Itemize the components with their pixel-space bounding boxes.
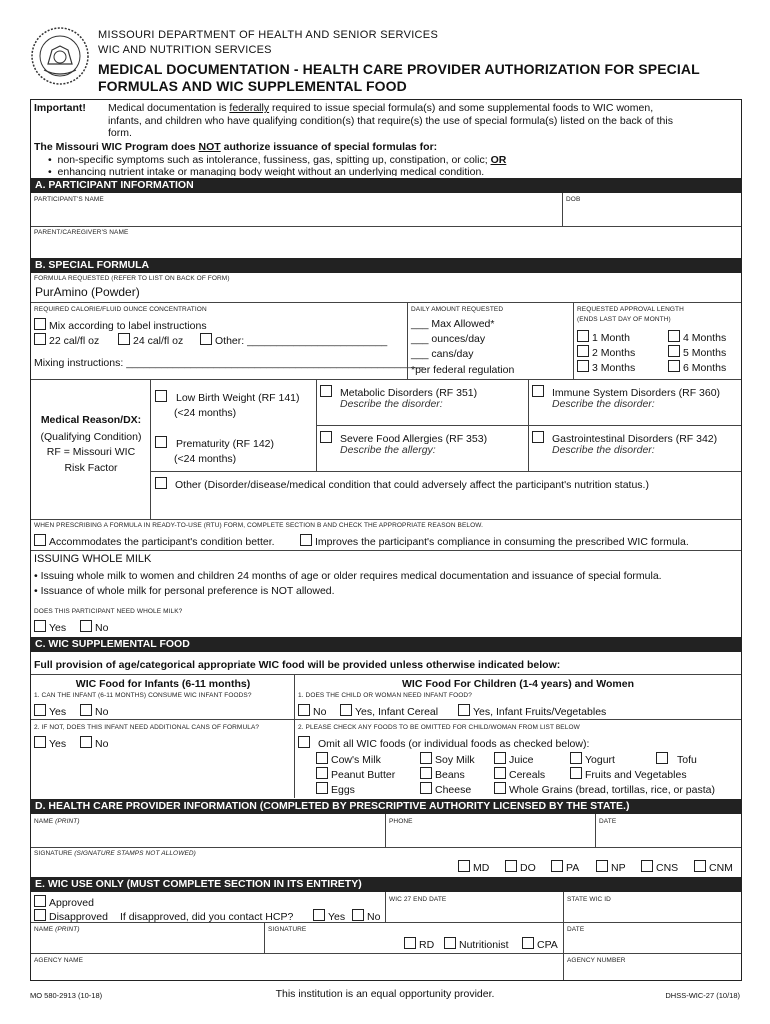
program-statement: The Missouri WIC Program does NOT authorize issuance of special formulas for: xyxy=(34,141,438,153)
infant-q2-no-checkbox[interactable] xyxy=(80,736,92,748)
credential-cns[interactable]: CNS xyxy=(641,860,678,875)
section-c-header: C. WIC SUPPLEMENTAL FOOD xyxy=(31,637,741,652)
children-food-heading: WIC Food For Children (1-4 years) and Women xyxy=(402,678,634,690)
infant-question-1: 1. CAN THE INFANT (6-11 MONTHS) CONSUME WIC INFANT FOODS? xyxy=(34,692,252,699)
juice-checkbox[interactable] xyxy=(494,752,506,764)
mix-label-checkbox[interactable] xyxy=(34,318,46,330)
cal-22-option[interactable]: 22 cal/fl oz xyxy=(34,333,99,348)
infant-q1-no[interactable]: No xyxy=(80,704,108,719)
cal-22-checkbox[interactable] xyxy=(34,333,46,345)
other-reason-checkbox[interactable] xyxy=(155,477,167,489)
equal-opportunity-statement: This institution is an equal opportunity provider. xyxy=(275,988,495,1000)
whole-milk-no-checkbox[interactable] xyxy=(80,620,92,632)
section-d-header: D. HEALTH CARE PROVIDER INFORMATION (COMPLETED BY PRESCRIPTIVE AUTHORITY LICENSED BY THE STATE.) xyxy=(31,799,741,814)
participant-name-field[interactable] xyxy=(32,204,560,224)
reason-low-birth-weight[interactable]: Low Birth Weight (RF 141) xyxy=(155,390,300,405)
whole-milk-no[interactable]: No xyxy=(80,620,108,635)
whole-milk-rule-1: • Issuing whole milk to women and children 24 months of age or older requires medical documentation and issuance of special formula. xyxy=(34,570,662,582)
cows-milk-checkbox[interactable] xyxy=(316,752,328,764)
other-concentration-checkbox[interactable] xyxy=(200,333,212,345)
metabolic-checkbox[interactable] xyxy=(320,385,332,397)
yogurt-checkbox[interactable] xyxy=(570,752,582,764)
metabolic-describe[interactable]: Describe the disorder: xyxy=(340,398,443,410)
rtu-accommodates[interactable]: Accommodates the participant's condition better. xyxy=(34,534,275,549)
reason-prematurity[interactable]: Prematurity (RF 142) xyxy=(155,436,274,451)
important-text: Medical documentation is federally required to issue special formula(s) and some supplemental foods to WIC women, infants, and children who have qualifying condition(s) that require(s) the use of special formula(s) listed on the back of this form. xyxy=(108,102,673,139)
state-wic-id-label: STATE WIC ID xyxy=(567,896,611,903)
credential-np[interactable]: NP xyxy=(596,860,626,875)
formula-requested-value[interactable]: PurAmino (Powder) xyxy=(35,285,140,299)
gastrointestinal-checkbox[interactable] xyxy=(532,431,544,443)
whole-milk-yes[interactable]: Yes xyxy=(34,620,66,635)
max-allowed-field[interactable]: ___ Max Allowed* xyxy=(411,318,495,330)
credential-md[interactable]: MD xyxy=(458,860,489,875)
omit-soy-milk[interactable]: Soy Milk xyxy=(420,752,475,767)
prematurity-checkbox[interactable] xyxy=(155,436,167,448)
dob-field[interactable] xyxy=(564,204,738,224)
credential-cnm[interactable]: CNM xyxy=(694,860,733,875)
rtu-accommodates-checkbox[interactable] xyxy=(34,534,46,546)
infant-q1-yes[interactable]: Yes xyxy=(34,704,66,719)
approval-1-month-checkbox[interactable] xyxy=(577,330,589,342)
wic-disapproved[interactable]: Disapproved If disapproved, did you contact HCP? xyxy=(34,909,293,924)
staff-nutritionist[interactable]: Nutritionist xyxy=(444,937,509,952)
prematurity-age: (<24 months) xyxy=(174,453,237,465)
hcp-yes-checkbox[interactable] xyxy=(313,909,325,921)
omit-eggs[interactable]: Eggs xyxy=(316,782,355,797)
approval-1-month[interactable]: 1 Month xyxy=(577,330,630,345)
cnm-checkbox[interactable] xyxy=(694,860,706,872)
wic-staff-name-label: NAME (PRINT) xyxy=(34,926,80,933)
wic-staff-name-field[interactable] xyxy=(32,934,262,952)
md-checkbox[interactable] xyxy=(458,860,470,872)
participant-name-label: PARTICIPANT'S NAME xyxy=(34,196,104,203)
reason-metabolic[interactable]: Metabolic Disorders (RF 351) xyxy=(320,385,477,400)
child-q1-no[interactable]: No xyxy=(298,704,326,719)
reason-immune[interactable]: Immune System Disorders (RF 360) xyxy=(532,385,720,400)
cereals-checkbox[interactable] xyxy=(494,767,506,779)
section-e-header: E. WIC USE ONLY (MUST COMPLETE SECTION IN ITS ENTIRETY) xyxy=(31,877,741,892)
cns-checkbox[interactable] xyxy=(641,860,653,872)
staff-cpa[interactable]: CPA xyxy=(522,937,558,952)
immune-checkbox[interactable] xyxy=(532,385,544,397)
credential-pa[interactable]: PA xyxy=(551,860,579,875)
approval-5-months-checkbox[interactable] xyxy=(668,345,680,357)
whole-grains-checkbox[interactable] xyxy=(494,782,506,794)
food-allergies-checkbox[interactable] xyxy=(320,431,332,443)
agency-number-field[interactable] xyxy=(565,965,738,979)
low-birth-weight-age: (<24 months) xyxy=(174,407,237,419)
disapproved-checkbox[interactable] xyxy=(34,909,46,921)
state-wic-id-field[interactable] xyxy=(565,904,738,921)
agency-name: MISSOURI DEPARTMENT OF HEALTH AND SENIOR SERVICES xyxy=(98,29,439,41)
child-q1-infant-cereal[interactable]: Yes, Infant Cereal xyxy=(340,704,438,719)
hcp-no-checkbox[interactable] xyxy=(352,909,364,921)
form-title: MEDICAL DOCUMENTATION - HEALTH CARE PROVIDER AUTHORIZATION FOR SPECIAL FORMULAS AND WIC SUPPLEMENTAL FOOD xyxy=(98,61,700,94)
np-checkbox[interactable] xyxy=(596,860,608,872)
provider-signature-field[interactable] xyxy=(32,858,452,876)
division-name: WIC AND NUTRITION SERVICES xyxy=(98,44,272,56)
approval-2-months-checkbox[interactable] xyxy=(577,345,589,357)
infant-q1-yes-checkbox[interactable] xyxy=(34,704,46,716)
mix-label-option[interactable]: Mix according to label instructions xyxy=(34,318,207,333)
infant-q1-no-checkbox[interactable] xyxy=(80,704,92,716)
approval-6-months-checkbox[interactable] xyxy=(668,360,680,372)
reason-gastrointestinal[interactable]: Gastrointestinal Disorders (RF 342) xyxy=(532,431,717,446)
wic-date-label: DATE xyxy=(567,926,585,933)
cpa-checkbox[interactable] xyxy=(522,937,534,949)
provider-name-label: NAME (PRINT) xyxy=(34,818,80,825)
approval-length-sublabel: (ENDS LAST DAY OF MONTH) xyxy=(577,316,671,323)
rtu-instruction: WHEN PRESCRIBING A FORMULA IN READY-TO-USE (RTU) FORM, COMPLETE SECTION B AND CHECK THE APPROPRIATE REASON BELOW. xyxy=(34,522,484,529)
immune-describe[interactable]: Describe the disorder: xyxy=(552,398,655,410)
provider-phone-field[interactable] xyxy=(387,826,593,846)
agency-name-label: AGENCY NAME xyxy=(34,957,84,964)
credential-do[interactable]: DO xyxy=(505,860,536,875)
omit-juice[interactable]: Juice xyxy=(494,752,534,767)
cal-24-checkbox[interactable] xyxy=(118,333,130,345)
wic27-end-date-label: WIC 27 END DATE xyxy=(389,896,447,903)
omit-whole-grains[interactable]: Whole Grains (bread, tortillas, rice, or pasta) xyxy=(494,782,715,797)
omit-cows-milk[interactable]: Cow's Milk xyxy=(316,752,381,767)
cal-24-option[interactable]: 24 cal/fl oz xyxy=(118,333,183,348)
reason-food-allergies[interactable]: Severe Food Allergies (RF 353) xyxy=(320,431,487,446)
omit-fruits-vegetables[interactable]: Fruits and Vegetables xyxy=(570,767,687,782)
approval-length-label: REQUESTED APPROVAL LENGTH xyxy=(577,306,684,313)
omit-tofu[interactable]: Tofu xyxy=(656,752,697,767)
wic-food-intro: Full provision of age/categorical appropriate WIC food will be provided unless otherwise indicated below: xyxy=(34,659,561,671)
cheese-checkbox[interactable] xyxy=(420,782,432,794)
provider-name-field[interactable] xyxy=(32,826,382,846)
beans-checkbox[interactable] xyxy=(420,767,432,779)
do-checkbox[interactable] xyxy=(505,860,517,872)
rtu-compliance-checkbox[interactable] xyxy=(300,534,312,546)
daily-amount-label: DAILY AMOUNT REQUESTED xyxy=(411,306,504,313)
other-concentration-option[interactable]: Other: ________________________ xyxy=(200,333,387,348)
medical-reason-heading: Medical Reason/DX: (Qualifying Condition) RF = Missouri WIC Risk Factor xyxy=(40,414,142,474)
child-q1-no-checkbox[interactable] xyxy=(298,704,310,716)
infant-q2-yes[interactable]: Yes xyxy=(34,736,66,751)
section-b-header: B. SPECIAL FORMULA xyxy=(31,258,741,273)
form-number-left: MO 580-2913 (10-18) xyxy=(30,991,103,1000)
rtu-compliance[interactable]: Improves the participant's compliance in consuming the prescribed WIC formula. xyxy=(300,534,689,549)
infant-fruits-checkbox[interactable] xyxy=(458,704,470,716)
wic-staff-signature-field[interactable] xyxy=(266,934,400,952)
provider-phone-label: PHONE xyxy=(389,818,413,825)
provider-date-field[interactable] xyxy=(597,826,738,846)
approval-4-months-checkbox[interactable] xyxy=(668,330,680,342)
agency-name-field[interactable] xyxy=(32,965,560,979)
approval-5-months[interactable]: 5 Months xyxy=(668,345,726,360)
provider-signature-label: SIGNATURE (SIGNATURE STAMPS NOT ALLOWED) xyxy=(34,850,196,857)
omit-cheese[interactable]: Cheese xyxy=(420,782,471,797)
dob-label: DOB xyxy=(566,196,581,203)
nutritionist-checkbox[interactable] xyxy=(444,937,456,949)
hcp-contacted-yes[interactable]: Yes xyxy=(313,909,345,924)
important-label: Important! xyxy=(34,102,86,114)
parent-caregiver-label: PARENT/CAREGIVER'S NAME xyxy=(34,229,129,236)
tofu-checkbox[interactable] xyxy=(656,752,668,764)
fruits-vegetables-checkbox[interactable] xyxy=(570,767,582,779)
child-q1-infant-fruits[interactable]: Yes, Infant Fruits/Vegetables xyxy=(458,704,606,719)
food-allergies-describe[interactable]: Describe the allergy: xyxy=(340,444,436,456)
parent-caregiver-field[interactable] xyxy=(32,237,738,257)
infants-food-heading: WIC Food for Infants (6-11 months) xyxy=(75,678,251,690)
infant-q2-yes-checkbox[interactable] xyxy=(34,736,46,748)
rd-checkbox[interactable] xyxy=(404,937,416,949)
omit-yogurt[interactable]: Yogurt xyxy=(570,752,615,767)
soy-milk-checkbox[interactable] xyxy=(420,752,432,764)
agency-number-label: AGENCY NUMBER xyxy=(567,957,626,964)
whole-milk-yes-checkbox[interactable] xyxy=(34,620,46,632)
approval-3-months[interactable]: 3 Months xyxy=(577,360,635,375)
ounces-per-day-field[interactable]: ___ ounces/day xyxy=(411,333,486,345)
cans-per-day-field[interactable]: ___ cans/day xyxy=(411,348,474,360)
approved-checkbox[interactable] xyxy=(34,895,46,907)
wic-approved[interactable]: Approved xyxy=(34,895,94,910)
approval-4-months[interactable]: 4 Months xyxy=(668,330,726,345)
peanut-butter-checkbox[interactable] xyxy=(316,767,328,779)
wic27-end-date-field[interactable] xyxy=(387,904,561,921)
infant-cereal-checkbox[interactable] xyxy=(340,704,352,716)
staff-rd[interactable]: RD xyxy=(404,937,434,952)
approval-2-months[interactable]: 2 Months xyxy=(577,345,635,360)
omit-all-checkbox[interactable] xyxy=(298,736,310,748)
omit-beans[interactable]: Beans xyxy=(420,767,465,782)
section-a-header: A. PARTICIPANT INFORMATION xyxy=(31,178,741,193)
bullet-nonspecific: • non-specific symptoms such as intolerance, fussiness, gas, spitting up, constipation, or colic; OR xyxy=(48,154,507,166)
wic-date-field[interactable] xyxy=(565,934,738,952)
low-birth-weight-checkbox[interactable] xyxy=(155,390,167,402)
missouri-seal-icon xyxy=(30,26,90,86)
wic-staff-signature-label: SIGNATURE xyxy=(268,926,307,933)
hcp-contacted-no[interactable]: No xyxy=(352,909,380,924)
whole-milk-question: DOES THIS PARTICIPANT NEED WHOLE MILK? xyxy=(34,608,183,615)
infant-question-2: 2. IF NOT, DOES THIS INFANT NEED ADDITIONAL CANS OF FORMULA? xyxy=(34,724,260,731)
reason-other[interactable]: Other (Disorder/disease/medical condition that could adversely affect the participant's nutrition status.) xyxy=(155,477,649,492)
whole-milk-heading: ISSUING WHOLE MILK xyxy=(34,553,152,565)
mixing-instructions-field[interactable]: Mixing instructions: ___________________________________________________ xyxy=(34,357,425,369)
calorie-concentration-label: REQUIRED CALORIE/FLUID OUNCE CONCENTRATION xyxy=(34,306,207,313)
omit-peanut-butter[interactable]: Peanut Butter xyxy=(316,767,395,782)
infant-q2-no[interactable]: No xyxy=(80,736,108,751)
pa-checkbox[interactable] xyxy=(551,860,563,872)
eggs-checkbox[interactable] xyxy=(316,782,328,794)
federal-regulation-note: *per federal regulation xyxy=(411,364,515,376)
child-question-1: 1. DOES THE CHILD OR WOMAN NEED INFANT FOOD? xyxy=(298,692,472,699)
child-question-2: 2. PLEASE CHECK ANY FOODS TO BE OMITTED FOR CHILD/WOMAN FROM LIST BELOW xyxy=(298,724,580,731)
formula-requested-label: FORMULA REQUESTED (REFER TO LIST ON BACK OF FORM) xyxy=(34,275,230,282)
bullet-enhancing: • enhancing nutrient intake or managing body weight without an underlying medical condition. xyxy=(48,166,485,176)
gastrointestinal-describe[interactable]: Describe the disorder: xyxy=(552,444,655,456)
form-number-right: DHSS-WIC-27 (10/18) xyxy=(665,991,740,1000)
omit-all-foods[interactable]: Omit all WIC foods (or individual foods as checked below): xyxy=(298,736,589,751)
omit-cereals[interactable]: Cereals xyxy=(494,767,545,782)
provider-date-label: DATE xyxy=(599,818,617,825)
approval-3-months-checkbox[interactable] xyxy=(577,360,589,372)
approval-6-months[interactable]: 6 Months xyxy=(668,360,726,375)
whole-milk-rule-2: • Issuance of whole milk for personal preference is NOT allowed. xyxy=(34,585,335,597)
